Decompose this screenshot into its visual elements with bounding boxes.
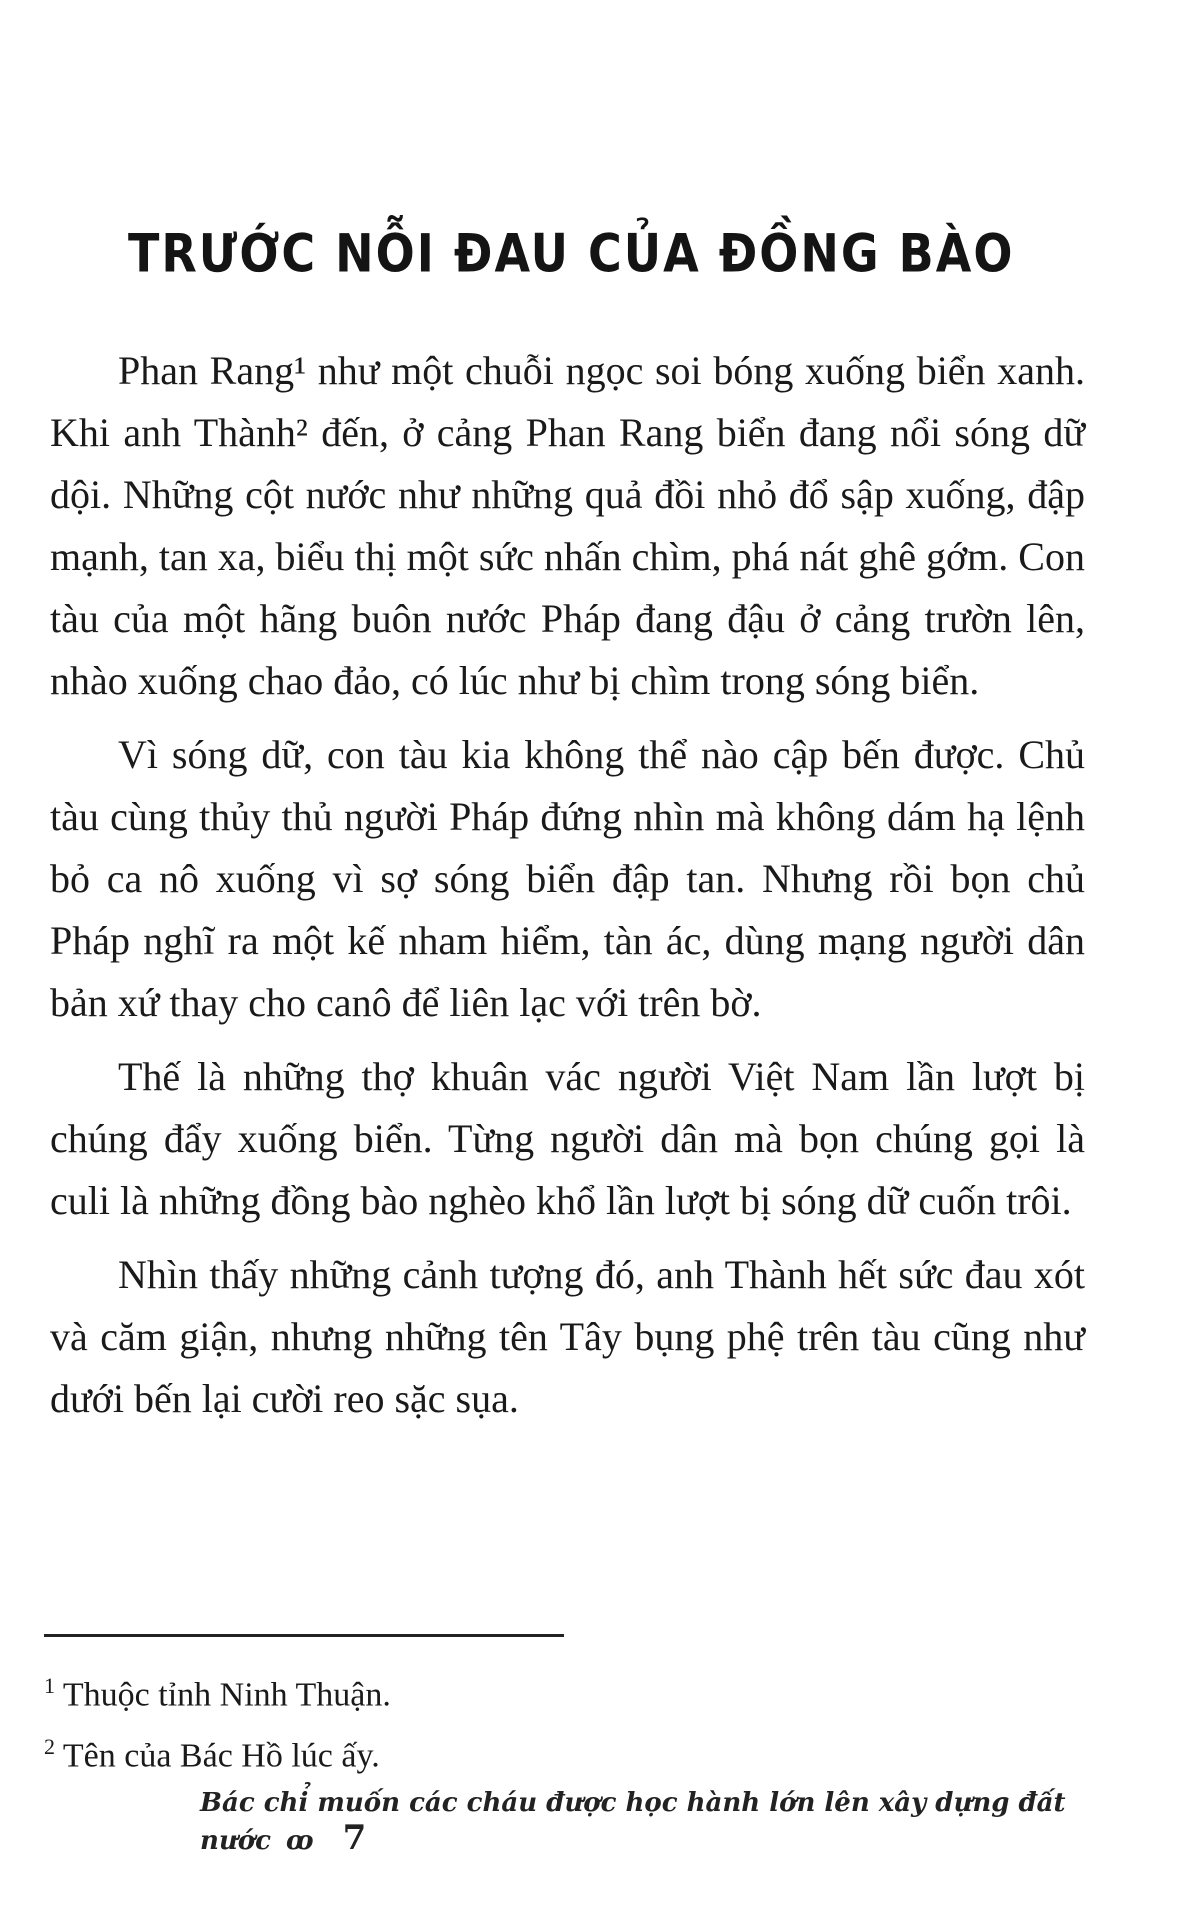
paragraph: Phan Rang¹ như một chuỗi ngọc soi bóng xuống biển xanh. Khi anh Thành² đến, ở cảng Phan Rang biển đang nổi sóng dữ dội. Những cột nước như những quả đồi nhỏ đổ sập xuống, đập mạnh, tan xa, biểu thị một sức nhấn chìm, phá nát ghê gớm. Con tàu của một hãng buôn nước Pháp đang đậu ở cảng trườn lên, nhào xuống chao đảo, có lúc như bị chìm trong sóng biển.	[50, 348, 1085, 703]
footnote-mark: 1	[44, 1673, 55, 1698]
paragraph: Nhìn thấy những cảnh tượng đó, anh Thành hết sức đau xót và căm giận, nhưng những tên Tây bụng phệ trên tàu cũng như dưới bến lại cười reo sặc sụa.	[50, 1252, 1085, 1421]
footnote	[44, 1660, 391, 1721]
page-footer	[200, 1788, 1080, 1858]
footnote	[44, 1721, 391, 1782]
footnote-text: Tên của Bác Hồ lúc ấy.	[62, 1737, 380, 1775]
footnote-text: Thuộc tỉnh Ninh Thuận.	[62, 1676, 391, 1714]
paragraph: Vì sóng dữ, con tàu kia không thể nào cập bến được. Chủ tàu cùng thủy thủ người Pháp đứng nhìn mà không dám hạ lệnh bỏ ca nô xuống vì sợ sóng biển đập tan. Nhưng rồi bọn chủ Pháp nghĩ ra một kế nham hiểm, tàn ác, dùng mạng người dân bản xứ thay cho canô để liên lạc với trên bờ.	[50, 732, 1085, 1025]
paragraph: Thế là những thợ khuân vác người Việt Nam lần lượt bị chúng đẩy xuống biển. Từng người dân mà bọn chúng gọi là culi là những đồng bào nghèo khổ lần lượt bị sóng dữ cuốn trôi.	[50, 1054, 1085, 1223]
chapter-title: TRƯỚC NỖI ĐAU CỦA ĐỒNG BÀO	[128, 222, 1015, 285]
flourish-ornament: ꝏ	[286, 1826, 314, 1856]
body-text	[50, 340, 1085, 1442]
running-title: Bác chỉ muốn các cháu được học hành lớn lên xây dựng đất nước	[200, 1788, 1066, 1856]
footnote-mark: 2	[44, 1734, 55, 1760]
footnote-divider	[44, 1634, 564, 1637]
page-number: 7	[342, 1818, 367, 1858]
footnotes	[44, 1660, 391, 1783]
